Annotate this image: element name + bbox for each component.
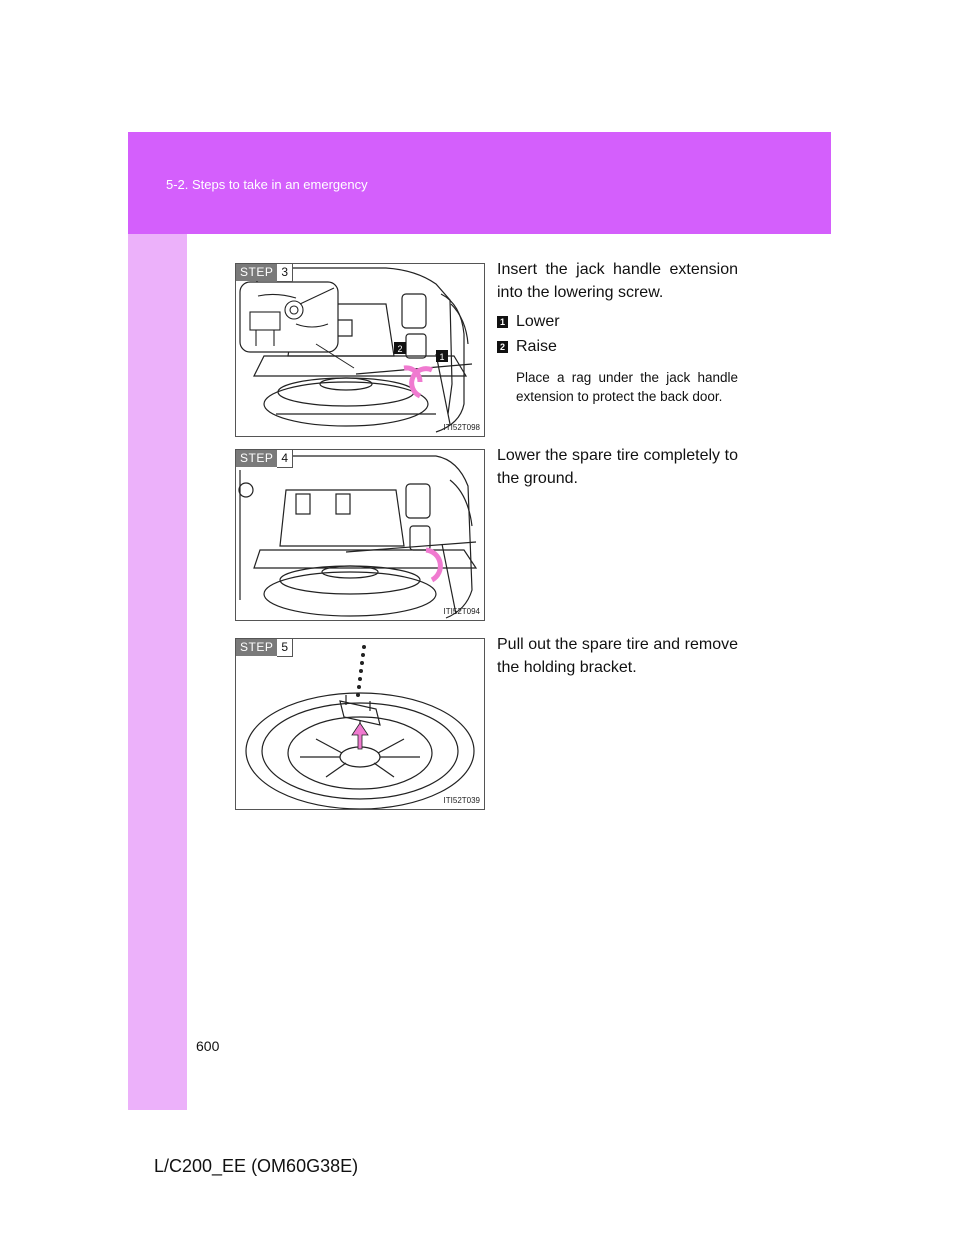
- step-4-instruction: Lower the spare tire completely to the ground.: [497, 447, 738, 487]
- figure-code: ITI52T098: [443, 423, 480, 432]
- trunk-jack-illustration: [236, 264, 484, 436]
- step-label: STEP: [236, 264, 277, 281]
- step-badge: [236, 639, 293, 656]
- svg-text:2: 2: [397, 344, 403, 354]
- sidebar-strip: [128, 234, 187, 1110]
- section-header: [128, 132, 831, 234]
- step-label: STEP: [236, 639, 277, 656]
- step-4-text: [497, 444, 738, 490]
- step-number: 5: [277, 638, 293, 657]
- callout-number: 1: [497, 316, 508, 328]
- step-5-instruction: Pull out the spare tire and remove the holding bracket.: [497, 636, 738, 676]
- step-number: 4: [277, 449, 293, 468]
- step-3-note: Place a rag under the jack handle extension to protect the back door.: [516, 370, 738, 404]
- legend-item-raise: [497, 338, 557, 356]
- step-number: 3: [277, 263, 293, 282]
- step-5-text: [497, 633, 738, 679]
- step-label: STEP: [236, 450, 277, 467]
- step-5-figure: [235, 638, 485, 810]
- figure-code: ITI52T094: [443, 607, 480, 616]
- footer-code: L/C200_EE (OM60G38E): [154, 1156, 359, 1176]
- svg-text:1: 1: [439, 352, 445, 362]
- legend-label: Raise: [516, 338, 557, 355]
- legend-item-lower: [497, 313, 560, 331]
- step-3-figure: [235, 263, 485, 437]
- step-badge: [236, 264, 293, 281]
- trunk-tire-lowered-illustration: [236, 450, 484, 620]
- figure-code: ITI52T039: [443, 796, 480, 805]
- step-3-text: [497, 258, 738, 304]
- section-title: 5-2. Steps to take in an emergency: [166, 177, 368, 192]
- legend-label: Lower: [516, 313, 560, 330]
- page-number: 600: [196, 1038, 220, 1054]
- step-4-figure: [235, 449, 485, 621]
- callout-number: 2: [497, 341, 508, 353]
- step-3-instruction: Insert the jack handle extension into the lowering screw.: [497, 261, 738, 301]
- spare-tire-bracket-illustration: [236, 639, 484, 809]
- step-badge: [236, 450, 293, 467]
